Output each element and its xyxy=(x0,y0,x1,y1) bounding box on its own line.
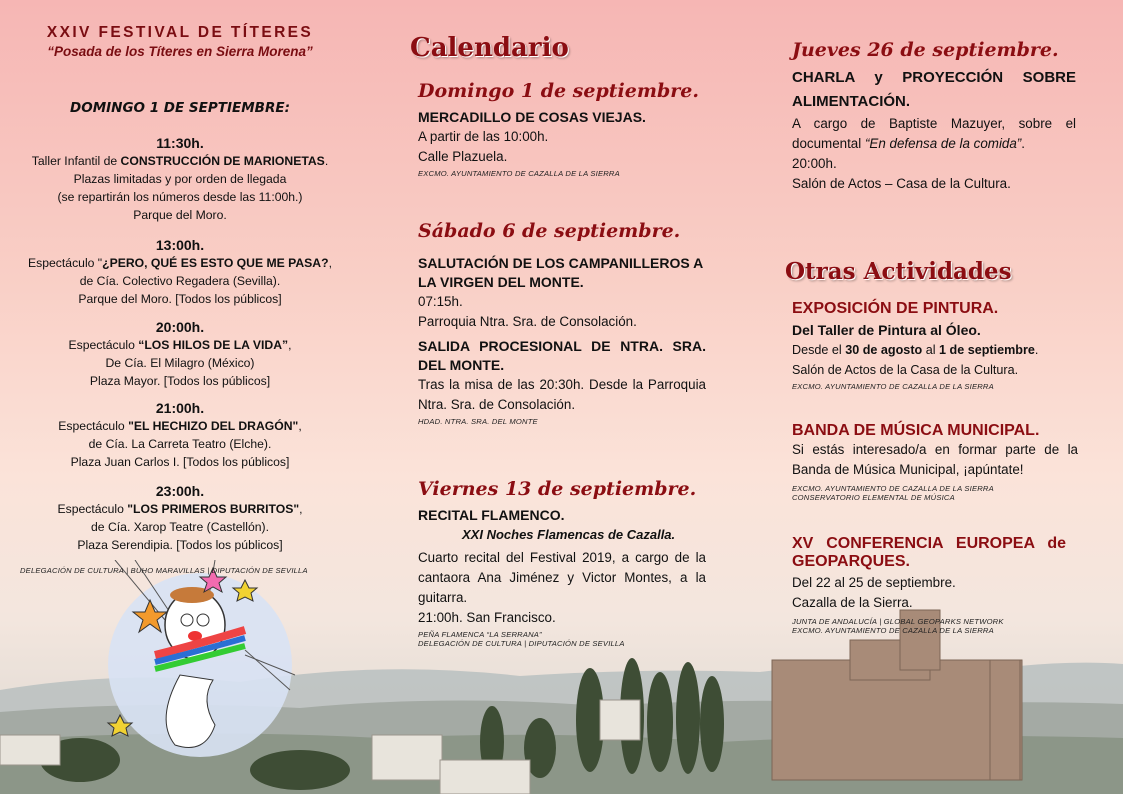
event-time: 20:00h. xyxy=(155,319,205,335)
left-day-heading: DOMINGO 1 DE SEPTIEMBRE: xyxy=(70,100,290,116)
calendar-heading: Calendario xyxy=(410,33,569,63)
saturday-title-2: SALIDA PROCESIONAL DE NTRA. SRA. DEL MONTE. xyxy=(418,338,706,373)
geoparks-block: XV CONFERENCIA EUROPEA de GEOPARQUES. Del 22 al 25 de septiembre. Cazalla de la Sierra. JUNTA DE ANDALUCÍA | GLOBAL GEOPARKS NETWORK EXCMO. AYUNTAMIENTO DE CAZALLA DE LA SIERRA xyxy=(792,535,1066,635)
painting-subtitle: Del Taller de Pintura al Óleo. xyxy=(792,322,981,338)
event-1300: 13:00h. Espectáculo "¿PERO, QUÉ ES ESTO QUE ME PASA?, de Cía. Colectivo Regadera (Sevilla). Parque del Moro. [Todos los públicos] xyxy=(0,236,360,308)
festival-title: XXIV FESTIVAL DE TÍTERES xyxy=(46,24,314,41)
sunday-block: MERCADILLO DE COSAS VIEJAS. A partir de las 10:00h. Calle Plazuela. EXCMO. AYUNTAMIENTO DE CAZALLA DE LA SIERRA xyxy=(418,108,708,178)
sunday-credit: EXCMO. AYUNTAMIENTO DE CAZALLA DE LA SIERRA xyxy=(418,169,620,178)
event-1130: 11:30h. Taller Infantil de CONSTRUCCIÓN DE MARIONETAS. Plazas limitadas y por orden de llegada (se repartirán los números desde las 11:00h.) Parque del Moro. xyxy=(0,134,360,224)
band-heading: BANDA DE MÚSICA MUNICIPAL. xyxy=(792,422,1040,439)
other-activities-heading: Otras Actividades xyxy=(785,258,1012,285)
thursday-heading: Jueves 26 de septiembre. xyxy=(792,39,1059,61)
event-time: 11:30h. xyxy=(156,135,204,151)
saturday-heading: Sábado 6 de septiembre. xyxy=(418,220,681,242)
event-time: 23:00h. xyxy=(155,483,205,499)
sunday-title: MERCADILLO DE COSAS VIEJAS. xyxy=(418,109,646,125)
sunday-heading: Domingo 1 de septiembre. xyxy=(418,80,699,102)
painting-block: EXPOSICIÓN DE PINTURA. Del Taller de Pintura al Óleo. Desde el 30 de agosto al 1 de septiembre. Salón de Actos de la Casa de la Cultura. EXCMO. AYUNTAMIENTO DE CAZALLA DE LA SIERRA xyxy=(792,299,1082,391)
friday-subtitle: XXI Noches Flamencas de Cazalla. xyxy=(462,527,676,542)
left-credit: DELEGACIÓN DE CULTURA | BUHO MARAVILLAS | DIPUTACIÓN DE SEVILLA xyxy=(20,566,308,575)
event-time: 21:00h. xyxy=(155,400,205,416)
saturday-block: SALUTACIÓN DE LOS CAMPANILLEROS A LA VIRGEN DEL MONTE. 07:15h. Parroquia Ntra. Sra. de Consolación. SALIDA PROCESIONAL DE NTRA. SRA. DEL MONTE. Tras la misa de las 20:30h. Desde la Parroquia Ntra. Sra. de Consolación. HDAD. NTRA. SRA. DEL MONTE xyxy=(418,255,706,426)
event-time: 13:00h. xyxy=(155,237,205,253)
band-block: BANDA DE MÚSICA MUNICIPAL. Si estás interesado/a en formar parte de la Banda de Música Municipal, ¡apúntate! EXCMO. AYUNTAMIENTO DE CAZALLA DE LA SIERRA CONSERVATORIO ELEMENTAL DE MÚSICA xyxy=(792,422,1078,502)
event-2000: 20:00h. Espectáculo “LOS HILOS DE LA VIDA”, De Cía. El Milagro (México) Plaza Mayor. [Todos los públicos] xyxy=(0,318,360,390)
friday-heading: Viernes 13 de septiembre. xyxy=(418,478,697,500)
friday-block: RECITAL FLAMENCO. XXI Noches Flamencas de Cazalla. Cuarto recital del Festival 2019, a cargo de la cantaora Ana Jiménez y Victor Montes, a la guitarra. 21:00h. San Francisco. PEÑA FLAMENCA “LA SERRANA” DELEGACIÓN DE CULTURA | DIPUTACIÓN DE SEVILLA xyxy=(418,507,706,648)
event-2300: 23:00h. Espectáculo "LOS PRIMEROS BURRITOS", de Cía. Xarop Teatre (Castellón). Plaza Serendipia. [Todos los públicos] xyxy=(0,482,360,554)
thursday-title: CHARLA y PROYECCIÓN SOBRE ALIMENTACIÓN. xyxy=(792,69,1076,110)
saturday-title-1: SALUTACIÓN DE LOS CAMPANILLEROS A LA VIRGEN DEL MONTE. xyxy=(418,255,703,290)
saturday-credit: HDAD. NTRA. SRA. DEL MONTE xyxy=(418,417,538,426)
thursday-block: CHARLA y PROYECCIÓN SOBRE ALIMENTACIÓN. A cargo de Baptiste Mazuyer, sobre el documental “En defensa de la comida”. 20:00h. Salón de Actos – Casa de la Cultura. xyxy=(792,66,1076,194)
puppet-illustration xyxy=(95,560,305,760)
festival-subtitle: “Posada de los Títeres en Sierra Morena” xyxy=(47,44,313,59)
painting-heading: EXPOSICIÓN DE PINTURA. xyxy=(792,300,999,317)
event-2100: 21:00h. Espectáculo "EL HECHIZO DEL DRAGÓN", de Cía. La Carreta Teatro (Elche). Plaza Juan Carlos I. [Todos los públicos] xyxy=(0,399,360,471)
friday-title: RECITAL FLAMENCO. xyxy=(418,507,565,523)
geoparks-heading: XV CONFERENCIA EUROPEA de GEOPARQUES. xyxy=(792,535,1066,570)
